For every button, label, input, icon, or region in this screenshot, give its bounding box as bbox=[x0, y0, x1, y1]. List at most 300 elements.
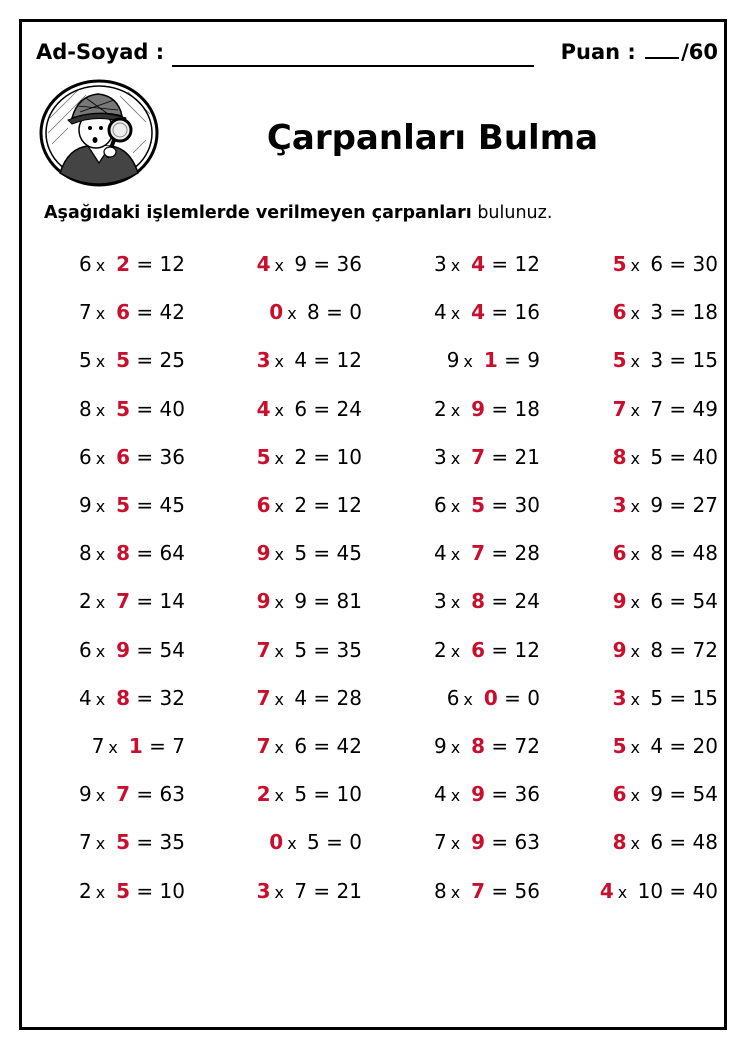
factor-b: 8 bbox=[464, 734, 486, 758]
factor-a: 3 bbox=[612, 685, 627, 710]
factor-a: 7 bbox=[256, 734, 271, 758]
exercise-item bbox=[613, 638, 718, 662]
times-sign: x bbox=[274, 545, 284, 565]
exercise-item bbox=[613, 300, 718, 324]
times-sign: x bbox=[95, 834, 106, 854]
factor-b: 5 bbox=[109, 878, 131, 903]
factor-b: 5 bbox=[287, 782, 308, 807]
times-sign: x bbox=[274, 882, 284, 902]
equals-sign: = bbox=[663, 444, 693, 469]
times-sign: x bbox=[450, 545, 461, 565]
exercise-row bbox=[0, 734, 750, 774]
product: 28 bbox=[514, 541, 540, 566]
exercise-item bbox=[257, 493, 362, 517]
factor-a: 0 bbox=[269, 830, 284, 855]
product: 32 bbox=[159, 685, 185, 710]
equals-sign: = bbox=[663, 734, 693, 758]
product: 0 bbox=[349, 830, 362, 855]
product: 9 bbox=[527, 348, 540, 373]
factor-a: 7 bbox=[256, 637, 271, 662]
factor-a: 6 bbox=[612, 300, 627, 325]
factor-b: 9 bbox=[287, 589, 308, 614]
product: 63 bbox=[514, 830, 540, 855]
exercise-item bbox=[613, 397, 718, 421]
exercise-item bbox=[257, 782, 362, 806]
product: 42 bbox=[336, 734, 362, 758]
equals-sign: = bbox=[307, 782, 337, 807]
factor-b: 7 bbox=[464, 444, 486, 469]
factor-a: 3 bbox=[433, 589, 447, 614]
factor-b: 1 bbox=[121, 734, 143, 758]
factor-a: 9 bbox=[612, 637, 627, 662]
exercise-item bbox=[257, 734, 362, 758]
equals-sign: = bbox=[130, 685, 160, 710]
product: 54 bbox=[159, 637, 185, 662]
times-sign: x bbox=[274, 400, 284, 420]
factor-b: 9 bbox=[464, 782, 486, 807]
exercise-item bbox=[79, 300, 185, 324]
times-sign: x bbox=[450, 882, 461, 902]
factor-a: 7 bbox=[91, 734, 105, 758]
factor-b: 4 bbox=[287, 685, 308, 710]
times-sign: x bbox=[287, 304, 297, 324]
page-title bbox=[0, 118, 750, 158]
times-sign: x bbox=[108, 738, 118, 757]
product: 0 bbox=[527, 685, 540, 710]
exercise-item bbox=[613, 252, 718, 276]
exercise-item bbox=[269, 830, 362, 854]
product: 12 bbox=[514, 252, 540, 276]
times-sign: x bbox=[617, 882, 628, 902]
equals-sign: = bbox=[307, 734, 337, 758]
factor-b: 4 bbox=[464, 252, 486, 276]
product: 21 bbox=[514, 444, 540, 469]
product: 10 bbox=[159, 878, 185, 903]
times-sign: x bbox=[630, 448, 640, 468]
factor-a: 2 bbox=[78, 589, 92, 614]
product: 12 bbox=[159, 252, 185, 276]
product: 18 bbox=[514, 396, 540, 421]
equals-sign: = bbox=[130, 782, 160, 807]
product: 28 bbox=[336, 685, 362, 710]
factor-b: 3 bbox=[643, 348, 664, 373]
exercise-row bbox=[0, 638, 750, 678]
equals-sign: = bbox=[130, 396, 160, 421]
times-sign: x bbox=[274, 256, 284, 275]
times-sign: x bbox=[450, 593, 461, 613]
factor-a: 0 bbox=[269, 300, 284, 325]
product: 12 bbox=[514, 637, 540, 662]
product: 27 bbox=[692, 493, 718, 517]
product: 35 bbox=[159, 830, 185, 855]
product: 40 bbox=[692, 878, 718, 903]
exercise-item bbox=[434, 445, 540, 469]
factor-b: 6 bbox=[109, 444, 131, 469]
factor-b: 9 bbox=[643, 782, 664, 807]
factor-b: 5 bbox=[464, 493, 486, 517]
equals-sign: = bbox=[307, 637, 337, 662]
name-label: Ad-Soyad : bbox=[36, 40, 165, 64]
factor-b: 9 bbox=[109, 637, 131, 662]
exercise-row bbox=[0, 541, 750, 581]
equals-sign: = bbox=[307, 252, 337, 276]
exercise-item bbox=[613, 734, 718, 758]
product: 64 bbox=[159, 541, 185, 566]
equals-sign: = bbox=[663, 252, 693, 276]
exercise-item bbox=[434, 879, 540, 903]
factor-a: 4 bbox=[433, 782, 447, 807]
factor-a: 4 bbox=[599, 878, 614, 903]
factor-b: 4 bbox=[287, 348, 308, 373]
factor-b: 5 bbox=[643, 685, 664, 710]
exercise-item bbox=[613, 686, 718, 710]
factor-b: 6 bbox=[287, 396, 308, 421]
exercise-item bbox=[447, 686, 540, 710]
product: 24 bbox=[514, 589, 540, 614]
product: 15 bbox=[692, 348, 718, 373]
name-field[interactable] bbox=[172, 65, 534, 67]
exercise-item bbox=[600, 879, 718, 903]
product: 18 bbox=[692, 300, 718, 325]
factor-b: 6 bbox=[109, 300, 131, 325]
times-sign: x bbox=[95, 304, 106, 324]
factor-a: 4 bbox=[256, 396, 271, 421]
equals-sign: = bbox=[663, 878, 693, 903]
equals-sign: = bbox=[130, 493, 160, 517]
factor-b: 4 bbox=[464, 300, 486, 325]
factor-a: 5 bbox=[256, 444, 271, 469]
times-sign: x bbox=[630, 497, 640, 516]
times-sign: x bbox=[274, 593, 284, 613]
factor-b: 5 bbox=[287, 637, 308, 662]
product: 12 bbox=[336, 493, 362, 517]
equals-sign: = bbox=[485, 830, 515, 855]
factor-b: 5 bbox=[300, 830, 320, 855]
exercise-item bbox=[434, 734, 540, 758]
exercise-row bbox=[0, 445, 750, 485]
times-sign: x bbox=[287, 834, 297, 854]
product: 10 bbox=[336, 782, 362, 807]
factor-b: 2 bbox=[109, 252, 131, 276]
exercise-item bbox=[257, 638, 362, 662]
exercise-row bbox=[0, 686, 750, 726]
product: 24 bbox=[336, 396, 362, 421]
factor-b: 7 bbox=[464, 541, 486, 566]
equals-sign: = bbox=[485, 637, 515, 662]
factor-b: 2 bbox=[287, 493, 308, 517]
times-sign: x bbox=[450, 786, 461, 806]
factor-a: 9 bbox=[433, 734, 447, 758]
factor-b: 7 bbox=[643, 396, 664, 421]
product: 54 bbox=[692, 589, 718, 614]
factor-b: 8 bbox=[464, 589, 486, 614]
exercise-item bbox=[79, 397, 185, 421]
factor-a: 9 bbox=[256, 541, 271, 566]
equals-sign: = bbox=[307, 589, 337, 614]
exercise-item bbox=[613, 541, 718, 565]
exercise-row bbox=[0, 782, 750, 822]
product: 63 bbox=[159, 782, 185, 807]
exercise-item bbox=[92, 734, 185, 758]
factor-a: 7 bbox=[78, 300, 92, 325]
exercise-item bbox=[79, 686, 185, 710]
factor-a: 9 bbox=[256, 589, 271, 614]
product: 10 bbox=[336, 444, 362, 469]
factor-a: 2 bbox=[78, 878, 92, 903]
factor-a: 2 bbox=[256, 782, 271, 807]
page-title-text: Çarpanları Bulma bbox=[266, 118, 599, 158]
factor-a: 6 bbox=[446, 685, 460, 710]
times-sign: x bbox=[274, 497, 284, 516]
exercise-item bbox=[79, 493, 185, 517]
times-sign: x bbox=[630, 352, 640, 372]
product: 20 bbox=[692, 734, 718, 758]
times-sign: x bbox=[95, 256, 106, 275]
factor-a: 6 bbox=[78, 252, 92, 276]
equals-sign: = bbox=[130, 589, 160, 614]
equals-sign: = bbox=[663, 637, 693, 662]
factor-b: 6 bbox=[287, 734, 308, 758]
equals-sign: = bbox=[485, 878, 515, 903]
exercise-item bbox=[257, 879, 362, 903]
times-sign: x bbox=[450, 400, 461, 420]
exercise-row bbox=[0, 252, 750, 292]
product: 42 bbox=[159, 300, 185, 325]
factor-a: 4 bbox=[433, 541, 447, 566]
factor-a: 9 bbox=[78, 782, 92, 807]
factor-a: 7 bbox=[433, 830, 447, 855]
exercise-item bbox=[79, 638, 185, 662]
factor-b: 9 bbox=[464, 396, 486, 421]
equals-sign: = bbox=[485, 541, 515, 566]
equals-sign: = bbox=[130, 830, 160, 855]
factor-b: 5 bbox=[109, 348, 131, 373]
factor-b: 9 bbox=[643, 493, 664, 517]
factor-a: 6 bbox=[78, 444, 92, 469]
exercise-item bbox=[434, 589, 540, 613]
exercise-item bbox=[79, 252, 185, 276]
exercise-item bbox=[257, 348, 362, 372]
product: 49 bbox=[692, 396, 718, 421]
product: 15 bbox=[692, 685, 718, 710]
factor-a: 5 bbox=[612, 348, 627, 373]
factor-b: 9 bbox=[464, 830, 486, 855]
equals-sign: = bbox=[663, 589, 693, 614]
exercise-item bbox=[79, 782, 185, 806]
equals-sign: = bbox=[130, 541, 160, 566]
equals-sign: = bbox=[663, 541, 693, 566]
factor-a: 5 bbox=[78, 348, 92, 373]
times-sign: x bbox=[450, 304, 461, 324]
exercise-item bbox=[257, 686, 362, 710]
factor-a: 7 bbox=[256, 685, 271, 710]
factor-a: 4 bbox=[256, 252, 271, 276]
product: 72 bbox=[692, 637, 718, 662]
exercise-row bbox=[0, 348, 750, 388]
equals-sign: = bbox=[663, 493, 693, 517]
factor-b: 5 bbox=[109, 493, 131, 517]
product: 14 bbox=[159, 589, 185, 614]
exercise-row bbox=[0, 830, 750, 870]
exercise-item bbox=[79, 445, 185, 469]
factor-a: 6 bbox=[78, 637, 92, 662]
times-sign: x bbox=[450, 834, 461, 854]
exercise-row bbox=[0, 397, 750, 437]
factor-a: 8 bbox=[78, 541, 92, 566]
times-sign: x bbox=[95, 400, 106, 420]
times-sign: x bbox=[274, 786, 284, 806]
product: 21 bbox=[336, 878, 362, 903]
exercise-item bbox=[257, 397, 362, 421]
times-sign: x bbox=[274, 352, 284, 372]
times-sign: x bbox=[274, 641, 284, 661]
exercise-item bbox=[434, 300, 540, 324]
product: 35 bbox=[336, 637, 362, 662]
product: 0 bbox=[349, 300, 362, 325]
exercise-item bbox=[79, 589, 185, 613]
equals-sign: = bbox=[130, 637, 160, 662]
exercise-item bbox=[257, 589, 362, 613]
instruction-bold: Aşağıdaki işlemlerde verilmeyen çarpanları bbox=[44, 203, 472, 223]
times-sign: x bbox=[463, 689, 473, 709]
equals-sign: = bbox=[307, 348, 337, 373]
product: 40 bbox=[692, 444, 718, 469]
factor-a: 8 bbox=[612, 830, 627, 855]
product: 30 bbox=[514, 493, 540, 517]
factor-b: 0 bbox=[476, 685, 498, 710]
factor-a: 3 bbox=[612, 493, 627, 517]
exercise-item bbox=[434, 397, 540, 421]
equals-sign: = bbox=[307, 396, 337, 421]
product: 48 bbox=[692, 830, 718, 855]
equals-sign: = bbox=[307, 685, 337, 710]
factor-b: 5 bbox=[287, 541, 308, 566]
factor-a: 9 bbox=[446, 348, 460, 373]
times-sign: x bbox=[630, 786, 640, 806]
exercise-item bbox=[434, 638, 540, 662]
product: 12 bbox=[336, 348, 362, 373]
product: 56 bbox=[514, 878, 540, 903]
factor-b: 9 bbox=[287, 252, 308, 276]
product: 30 bbox=[692, 252, 718, 276]
times-sign: x bbox=[630, 641, 640, 661]
equals-sign: = bbox=[485, 300, 515, 325]
exercise-item bbox=[613, 589, 718, 613]
times-sign: x bbox=[630, 545, 640, 565]
times-sign: x bbox=[95, 545, 106, 565]
factor-a: 5 bbox=[612, 252, 627, 276]
factor-b: 7 bbox=[109, 782, 131, 807]
header bbox=[36, 40, 718, 72]
exercise-item bbox=[434, 252, 540, 276]
times-sign: x bbox=[95, 689, 106, 709]
times-sign: x bbox=[630, 256, 640, 275]
factor-a: 2 bbox=[433, 637, 447, 662]
factor-a: 6 bbox=[433, 493, 447, 517]
product: 40 bbox=[159, 396, 185, 421]
equals-sign: = bbox=[485, 734, 515, 758]
score-label: Puan : bbox=[560, 40, 636, 64]
product: 25 bbox=[159, 348, 185, 373]
product: 36 bbox=[514, 782, 540, 807]
factor-b: 7 bbox=[287, 878, 308, 903]
exercise-item bbox=[79, 879, 185, 903]
factor-a: 8 bbox=[433, 878, 447, 903]
times-sign: x bbox=[463, 352, 473, 372]
exercise-item bbox=[613, 830, 718, 854]
equals-sign: = bbox=[130, 348, 160, 373]
product: 54 bbox=[692, 782, 718, 807]
factor-a: 7 bbox=[612, 396, 627, 421]
equals-sign: = bbox=[319, 300, 350, 325]
equals-sign: = bbox=[142, 734, 173, 758]
factor-b: 6 bbox=[643, 830, 664, 855]
times-sign: x bbox=[95, 641, 106, 661]
exercise-row bbox=[0, 879, 750, 919]
exercise-row bbox=[0, 300, 750, 340]
exercise-item bbox=[79, 830, 185, 854]
factor-b: 8 bbox=[300, 300, 320, 325]
product: 81 bbox=[336, 589, 362, 614]
factor-b: 8 bbox=[643, 541, 664, 566]
equals-sign: = bbox=[663, 348, 693, 373]
factor-b: 5 bbox=[109, 830, 131, 855]
factor-a: 3 bbox=[433, 252, 447, 276]
factor-b: 5 bbox=[643, 444, 664, 469]
exercise-item bbox=[434, 541, 540, 565]
score-area bbox=[561, 40, 718, 64]
times-sign: x bbox=[95, 882, 106, 902]
factor-b: 1 bbox=[476, 348, 498, 373]
equals-sign: = bbox=[307, 493, 337, 517]
times-sign: x bbox=[95, 593, 106, 613]
equals-sign: = bbox=[485, 589, 515, 614]
exercise-row bbox=[0, 493, 750, 533]
equals-sign: = bbox=[485, 444, 515, 469]
exercise-item bbox=[613, 493, 718, 517]
equals-sign: = bbox=[130, 252, 160, 276]
equals-sign: = bbox=[663, 685, 693, 710]
factor-a: 6 bbox=[612, 782, 627, 807]
product: 45 bbox=[159, 493, 185, 517]
equals-sign: = bbox=[663, 396, 693, 421]
factor-a: 3 bbox=[256, 348, 271, 373]
equals-sign: = bbox=[497, 348, 528, 373]
product: 16 bbox=[514, 300, 540, 325]
times-sign: x bbox=[630, 689, 640, 709]
equals-sign: = bbox=[307, 878, 337, 903]
exercise-item bbox=[257, 252, 362, 276]
times-sign: x bbox=[450, 641, 461, 661]
exercise-row bbox=[0, 589, 750, 629]
factor-a: 4 bbox=[78, 685, 92, 710]
equals-sign: = bbox=[307, 444, 337, 469]
equals-sign: = bbox=[130, 444, 160, 469]
score-field[interactable] bbox=[645, 56, 679, 59]
factor-b: 10 bbox=[631, 878, 664, 903]
exercise-item bbox=[269, 300, 362, 324]
exercise-item bbox=[434, 830, 540, 854]
product: 36 bbox=[159, 444, 185, 469]
equals-sign: = bbox=[663, 830, 693, 855]
factor-b: 3 bbox=[643, 300, 664, 325]
factor-b: 6 bbox=[643, 252, 664, 276]
product: 36 bbox=[336, 252, 362, 276]
exercise-item bbox=[613, 348, 718, 372]
exercise-item bbox=[613, 445, 718, 469]
equals-sign: = bbox=[485, 782, 515, 807]
equals-sign: = bbox=[485, 396, 515, 421]
